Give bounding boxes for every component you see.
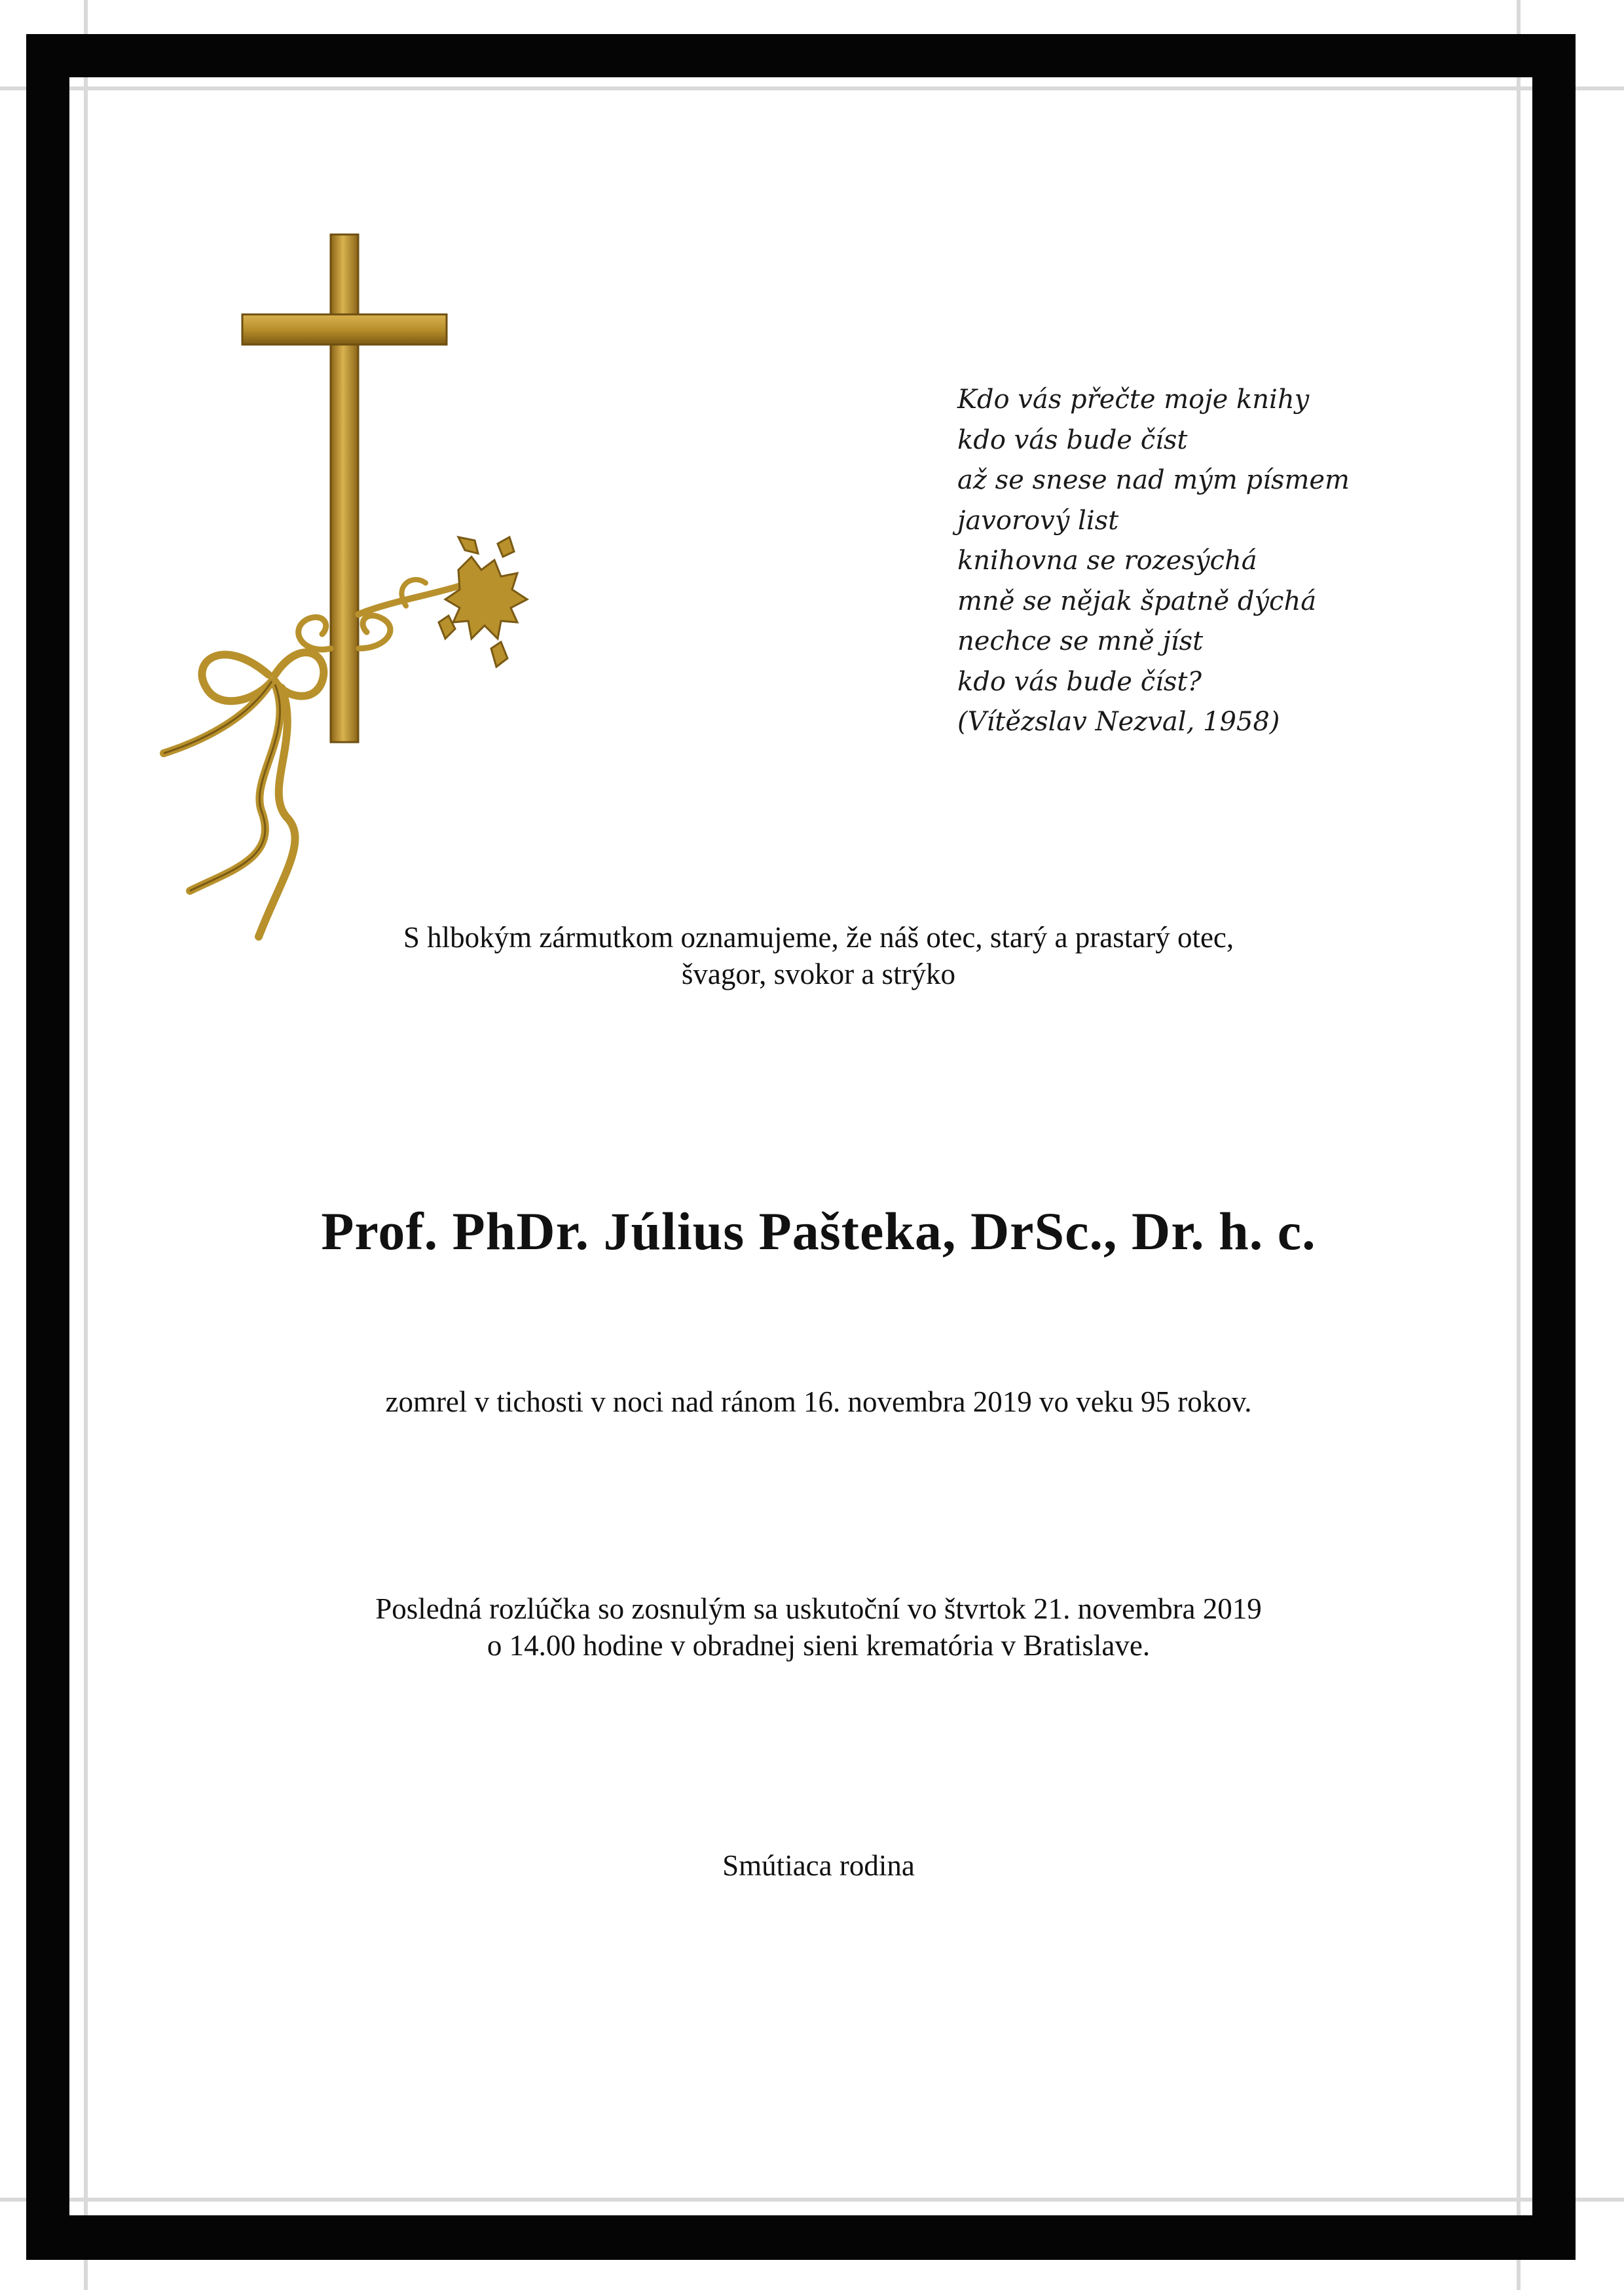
border-rule-top: [0, 86, 1624, 90]
farewell-line: o 14.00 hodine v obradnej sieni krematória v Bratislave.: [487, 1629, 1151, 1662]
poem-line: knihovna se rozesýchá: [957, 546, 1257, 576]
farewell-line: Posledná rozlúčka so zosnulým sa uskutoční vo štvrtok 21. novembra 2019: [375, 1592, 1262, 1625]
family-signature: [262, 1847, 1375, 1884]
border-rule-right: [1517, 0, 1521, 2290]
poem-line: javorový list: [957, 505, 1119, 536]
border-rule-left: [84, 0, 88, 2290]
poem-line: nechce se mně jíst: [957, 626, 1204, 656]
signature-text: Smútiaca rodina: [722, 1849, 915, 1882]
border-bar-right: [1532, 34, 1576, 2260]
cross-with-flower-and-ribbon-icon: [151, 229, 557, 956]
deceased-name: Prof. PhDr. Július Pašteka, DrSc., Dr. h. c.: [321, 1201, 1316, 1261]
death-line: zomrel v tichosti v noci nad ránom 16. novembra 2019 vo veku 95 rokov.: [385, 1385, 1252, 1418]
poem-block: [957, 380, 1416, 743]
funeral-details: [262, 1590, 1375, 1664]
poem-line: mně se nějak špatně dýchá: [957, 586, 1317, 616]
border-rule-bottom: [0, 2198, 1624, 2202]
intro-line: S hlbokým zármutkom oznamujeme, že náš otec, starý a prastarý otec,: [403, 921, 1234, 954]
poem-line: Kdo vás přečte moje knihy: [957, 385, 1310, 415]
intro-line: švagor, svokor a strýko: [681, 958, 956, 990]
poem-line: kdo vás bude číst?: [957, 666, 1202, 697]
border-bar-top: [26, 34, 1576, 77]
poem-attribution: (Vítězslav Nezval, 1958): [957, 707, 1280, 737]
poem-line: až se snese nad mým písmem: [957, 465, 1350, 495]
announcement-intro: [262, 919, 1375, 992]
death-notice: [262, 1383, 1375, 1420]
border-bar-left: [26, 34, 69, 2260]
poem-line: kdo vás bude číst: [957, 424, 1188, 455]
border-bar-bottom: [26, 2215, 1576, 2260]
